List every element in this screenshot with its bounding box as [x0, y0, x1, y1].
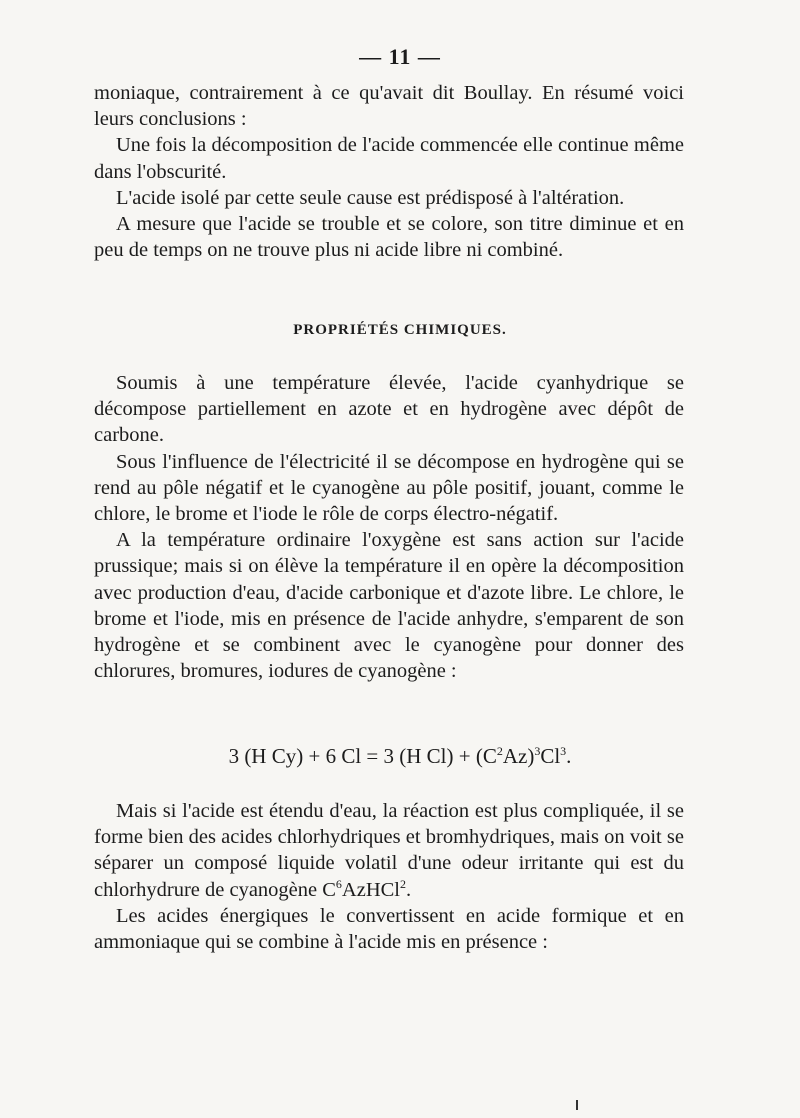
- paragraph-text: .: [406, 878, 412, 901]
- stray-ink-mark: [576, 1100, 578, 1110]
- paragraph: Une fois la décomposition de l'acide commencée elle continue même dans l'obscurité.: [94, 134, 684, 183]
- subscript: 6: [335, 876, 342, 891]
- equation-sign: =: [366, 744, 379, 768]
- subscript: 2: [400, 876, 406, 891]
- paragraph: Soumis à une température élevée, l'acide cyanhydrique se décompose partiellement en azote et en hydrogène avec dépôt de carbone.: [94, 372, 684, 447]
- section-heading: PROPRIÉTÉS CHIMIQUES.: [293, 322, 507, 338]
- text-block-intro: [94, 80, 684, 263]
- paragraph-text: Mais si l'acide est étendu d'eau, la réaction est plus compliquée, il se forme bien des acides chlorhydriques et bromhydriques, mais on voit se séparer un composé liquide volatil d'une odeur irritante qui est du chlorhydrure de cyanogène C: [94, 800, 684, 901]
- paragraph: A mesure que l'acide se trouble et se colore, son titre diminue et en peu de temps on ne trouve plus ni acide libre ni combiné.: [94, 213, 684, 262]
- subscript: 2: [496, 744, 503, 758]
- page-number: — 11 —: [359, 44, 441, 69]
- equation-rhs: 3 (H Cl) + (C: [383, 744, 497, 768]
- subscript: 3: [560, 744, 567, 758]
- paragraph: Les acides énergiques le convertissent en acide formique et en ammoniaque qui se combine à l'acide mis en présence :: [94, 904, 684, 954]
- paragraph-text: AzHCl: [341, 878, 400, 901]
- equation-end: .: [566, 744, 572, 768]
- equation-lhs: 3 (H Cy) + 6 Cl: [228, 744, 362, 768]
- subscript: 3: [534, 744, 541, 758]
- chemical-equation: [0, 744, 800, 769]
- text-block-reactions: [94, 798, 684, 955]
- paragraph: L'acide isolé par cette seule cause est prédisposé à l'altération.: [116, 186, 625, 209]
- equation-rhs: Az): [502, 744, 535, 768]
- paragraph: Sous l'influence de l'électricité il se décompose en hydrogène qui se rend au pôle négatif et le cyanogène au pôle positif, jouant, comme le chlore, le brome et l'iode le rôle de corps électro-négatif.: [94, 450, 684, 526]
- paragraph: A la température ordinaire l'oxygène est sans action sur l'acide prussique; mais si on élève la température il en opère la décomposition avec production d'eau, d'acide carbonique et d'azote libre. Le chlore, le brome et l'iode, mis en présence de l'acide anhydre, s'emparent de son hydrogène et se combinent avec le cyanogène pour donner des chlorures, bromures, iodures de cyanogène :: [94, 529, 684, 683]
- paragraph: [94, 798, 684, 903]
- paragraph: moniaque, contrairement à ce qu'avait dit Boullay. En résumé voici leurs conclusions :: [94, 82, 684, 131]
- equation-rhs: Cl: [540, 744, 561, 768]
- text-block-properties: [94, 370, 684, 684]
